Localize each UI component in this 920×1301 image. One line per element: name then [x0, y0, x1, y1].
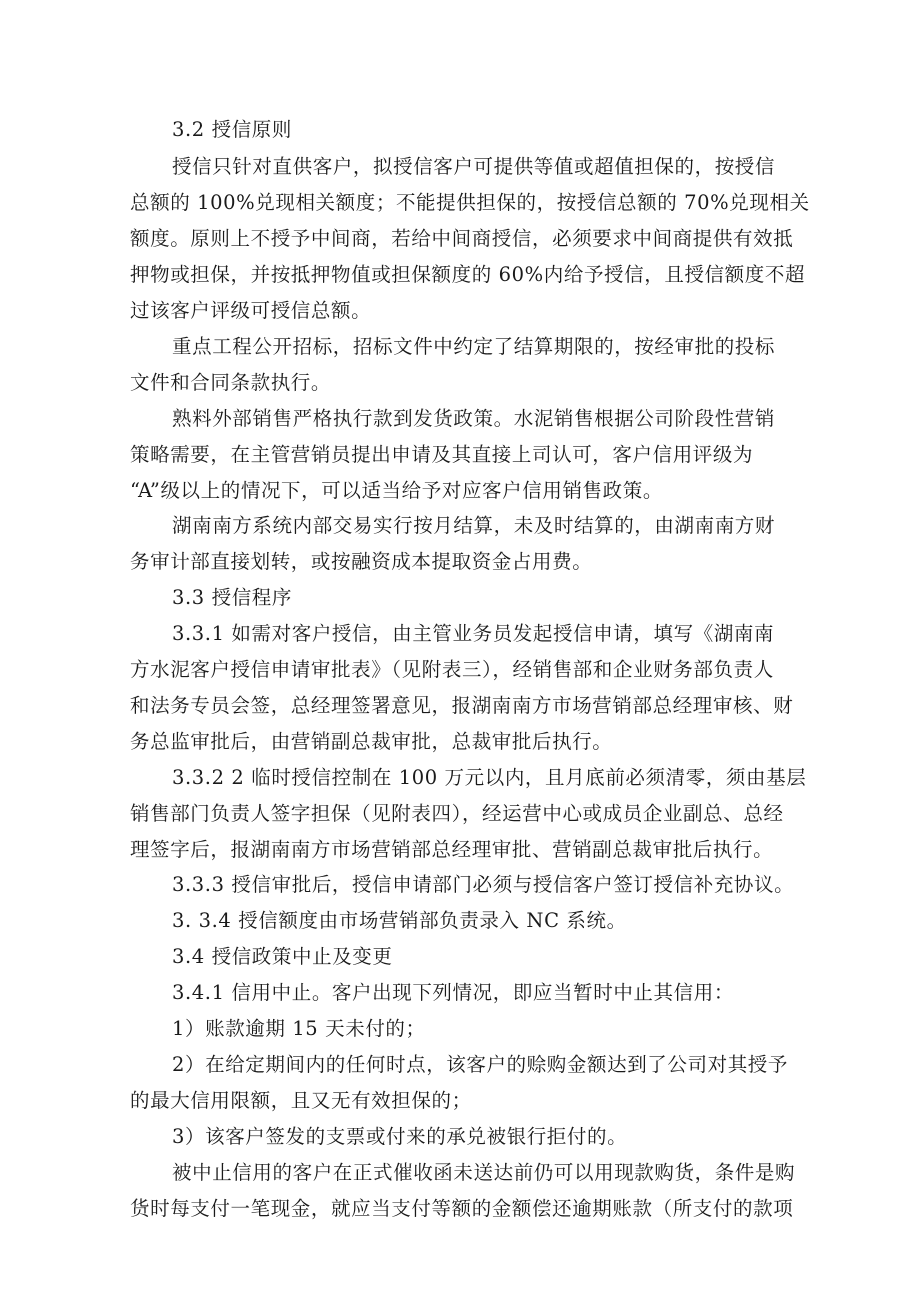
paragraph-line: 销售部门负责人签字担保（见附表四），经运营中心或成员企业副总、总经: [130, 802, 784, 825]
paragraph-line: 文件和合同条款执行。: [130, 371, 332, 394]
paragraph-line: 湖南南方系统内部交易实行按月结算，未及时结算的，由湖南南方财: [172, 514, 776, 537]
paragraph-line: 3.3.2 2 临时授信控制在 100 万元以内，且月底前必须清零，须由基层: [172, 766, 807, 789]
paragraph-line: 3.4.1 信用中止。客户出现下列情况，即应当暂时中止其信用：: [172, 981, 734, 1004]
paragraph-line: 押物或担保，并按抵押物值或担保额度的 60%内给予授信，且授信额度不超: [130, 263, 806, 286]
section-heading: 3.3 授信程序: [172, 586, 293, 609]
paragraph-line: 的最大信用限额，且又无有效担保的；: [130, 1089, 472, 1112]
paragraph-line: 方水泥客户授信申请审批表》（见附表三），经销售部和企业财务部负责人: [130, 658, 774, 681]
paragraph-line: 重点工程公开招标，招标文件中约定了结算期限的，按经审批的投标: [172, 335, 776, 358]
paragraph-line: 总额的 100%兑现相关额度；不能提供担保的，按授信总额的 70%兑现相关: [130, 191, 810, 214]
list-item: 3）该客户签发的支票或付来的承兑被银行拒付的。: [172, 1125, 628, 1148]
paragraph-line: 理签字后，报湖南南方市场营销部总经理审批、营销副总裁审批后执行。: [130, 838, 774, 861]
list-item: 2）在给定期间内的任何时点，该客户的赊购金额达到了公司对其授予: [172, 1053, 789, 1076]
paragraph-line: 货时每支付一笔现金，就应当支付等额的金额偿还逾期账款（所支付的款项: [130, 1197, 794, 1220]
paragraph-line: 被中止信用的客户在正式催收函未送达前仍可以用现款购货，条件是购: [172, 1161, 796, 1184]
paragraph-line: 务审计部直接划转，或按融资成本提取资金占用费。: [130, 550, 593, 573]
paragraph-line: 授信只针对直供客户，拟授信客户可提供等值或超值担保的，按授信: [172, 155, 776, 178]
list-item: 1）账款逾期 15 天未付的；: [172, 1017, 426, 1040]
paragraph-line: 3.3.1 如需对客户授信，由主管业务员发起授信申请，填写《湖南南: [172, 622, 775, 645]
section-heading: 3.2 授信原则: [172, 118, 293, 141]
paragraph-line: 过该客户评级可授信总额。: [130, 299, 372, 322]
paragraph-line: 3. 3.4 授信额度由市场营销部负责录入 NC 系统。: [172, 909, 627, 932]
paragraph-line: 熟料外部销售严格执行款到发货政策。水泥销售根据公司阶段性营销: [172, 407, 776, 430]
section-heading: 3.4 授信政策中止及变更: [172, 945, 393, 968]
paragraph-line: 和法务专员会签，总经理签署意见，报湖南南方市场营销部总经理审核、财: [130, 694, 794, 717]
paragraph-line: “A”级以上的情况下，可以适当给予对应客户信用销售政策。: [130, 479, 663, 502]
paragraph-line: 额度。原则上不授予中间商，若给中间商授信，必须要求中间商提供有效抵: [130, 227, 794, 250]
paragraph-line: 策略需要，在主管营销员提出申请及其直接上司认可，客户信用评级为: [130, 443, 754, 466]
paragraph-line: 务总监审批后，由营销副总裁审批，总裁审批后执行。: [130, 730, 613, 753]
paragraph-line: 3.3.3 授信审批后，授信申请部门必须与授信客户签订授信补充协议。: [172, 873, 795, 896]
